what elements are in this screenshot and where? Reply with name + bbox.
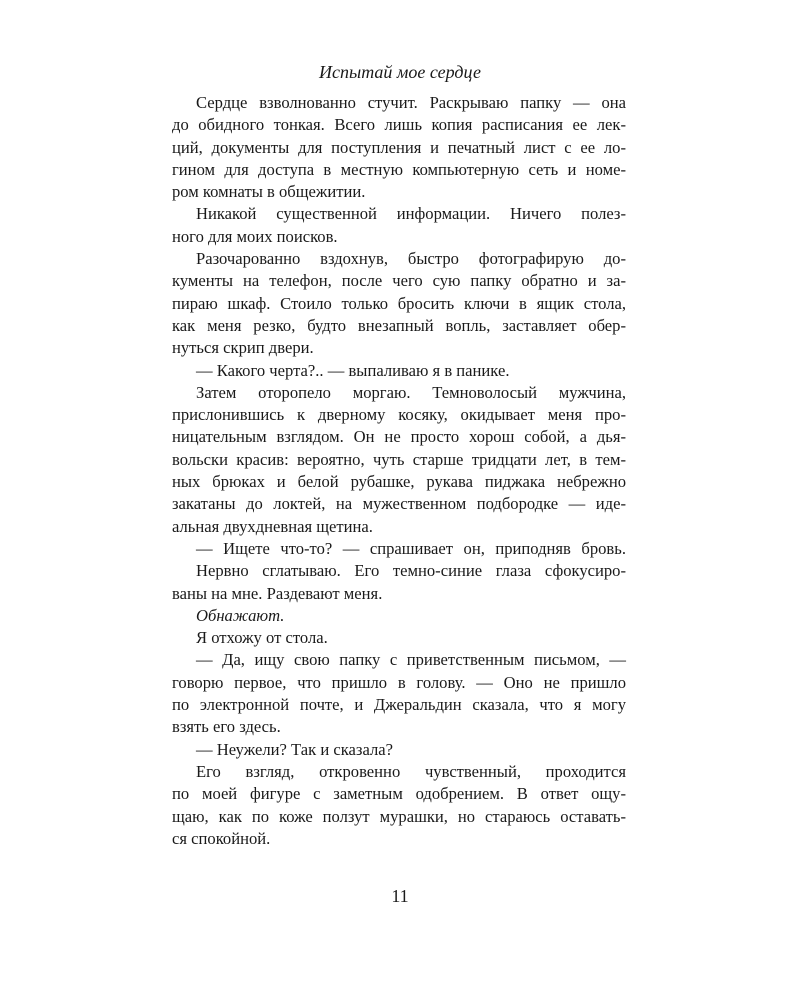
text-line: — Да, ищу свою папку с приветственным письмом, — <box>196 650 626 670</box>
page-number: 11 <box>391 886 409 906</box>
text-line: щаю, как по коже ползут мурашки, но стараюсь оставать- <box>172 806 626 826</box>
text-line: ницательным взглядом. Он не просто хорош собой, а дья- <box>172 427 626 447</box>
text-line: говорю первое, что пришло в голову. — Оно не пришло <box>172 672 626 692</box>
text-line: нуться скрип двери. <box>172 338 314 358</box>
text-line: Разочарованно вздохнув, быстро фотографирую до- <box>196 249 626 269</box>
text-line: как меня резко, будто внезапный вопль, заставляет обер- <box>172 315 626 335</box>
text-line-italic: Обнажают. <box>196 605 285 625</box>
text-line: Я отхожу от стола. <box>196 628 328 648</box>
text-line: ных брюках и белой рубашке, рукава пиджака небрежно <box>172 472 626 492</box>
text-line: ся спокойной. <box>172 828 271 848</box>
text-line: взять его здесь. <box>172 717 281 737</box>
text-line: — Неужели? Так и сказала? <box>196 739 393 759</box>
text-line: — Какого черта?.. — выпаливаю я в панике. <box>196 360 510 380</box>
text-line: пираю шкаф. Стоило только бросить ключи в ящик стола, <box>172 293 626 313</box>
text-line: до обидного тонкая. Всего лишь копия расписания ее лек- <box>172 115 626 135</box>
text-line: вольски красив: вероятно, чуть старше тридцати лет, в тем- <box>172 449 626 469</box>
text-line: — Ищете что-то? — спрашивает он, приподняв бровь. <box>196 538 626 558</box>
text-line: ваны на мне. Раздевают меня. <box>172 583 383 603</box>
text-line: по моей фигуре с заметным одобрением. В ответ ощу- <box>172 784 626 804</box>
text-line: Нервно сглатываю. Его темно-синие глаза сфокусиро- <box>196 561 626 581</box>
running-head: Испытай мое сердце <box>319 62 481 82</box>
text-line: ций, документы для поступления и печатный лист с ее ло- <box>172 137 626 157</box>
text-line: ного для моих поисков. <box>172 226 338 246</box>
text-line: прислонившись к дверному косяку, окидывает меня про- <box>172 405 626 425</box>
text-line: кументы на телефон, после чего сую папку обратно и за- <box>172 271 626 291</box>
body-text <box>172 92 626 850</box>
text-line: Его взгляд, откровенно чувственный, проходится <box>196 761 626 781</box>
text-line: закатаны до локтей, на мужественном подбородке — иде- <box>172 494 626 514</box>
text-line: Никакой существенной информации. Ничего полез- <box>196 204 626 224</box>
text-line: гином для доступа в местную компьютерную сеть и номе- <box>172 159 626 179</box>
text-line: Сердце взволнованно стучит. Раскрываю папку — она <box>196 93 626 112</box>
text-line: альная двухдневная щетина. <box>172 516 373 536</box>
text-line: ром комнаты в общежитии. <box>172 182 366 202</box>
text-line: по электронной почте, и Джеральдин сказала, что я могу <box>172 695 626 715</box>
text-line: Затем оторопело моргаю. Темноволосый мужчина, <box>196 382 626 402</box>
